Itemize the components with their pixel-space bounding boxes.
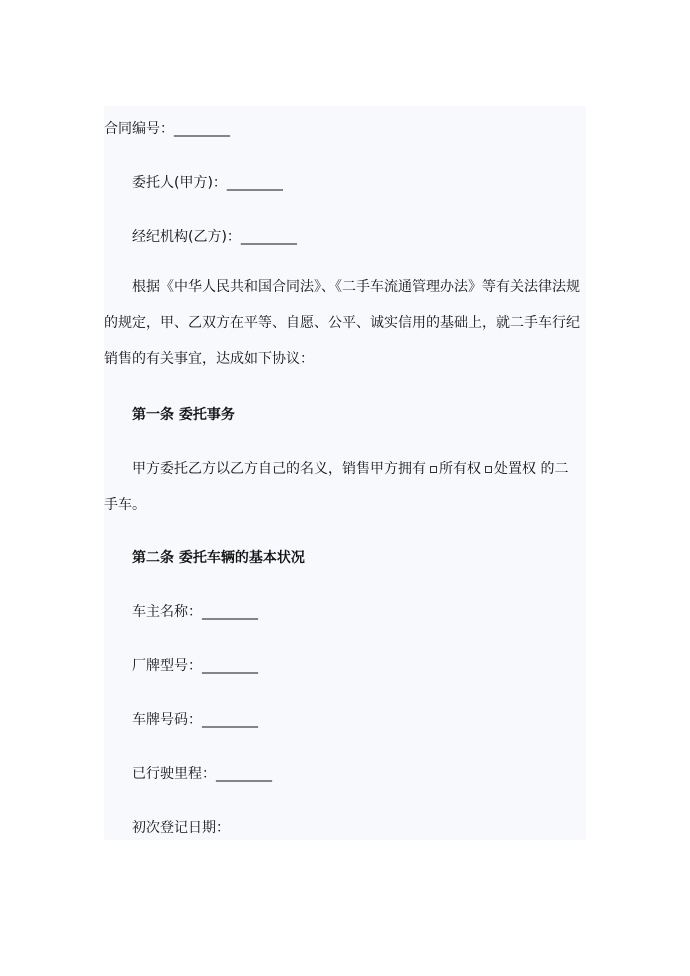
owner-name: 车主名称：________ bbox=[132, 604, 258, 620]
client-party: 委托人(甲方)：________ bbox=[132, 175, 283, 191]
ownership-option: 所有权 bbox=[439, 461, 481, 477]
article1-heading: 第一条 委托事务 bbox=[132, 407, 235, 423]
agency-party: 经纪机构(乙方)：________ bbox=[132, 229, 297, 245]
intro-paragraph bbox=[104, 269, 582, 377]
disposal-checkbox[interactable] bbox=[485, 466, 492, 473]
article1-paragraph bbox=[104, 451, 582, 523]
vehicle-model: 厂牌型号：________ bbox=[132, 658, 258, 674]
contract-number: 合同编号：________ bbox=[104, 121, 230, 137]
document-page bbox=[104, 106, 586, 840]
article1-text-after: 的二手车。 bbox=[104, 461, 569, 513]
ownership-checkbox[interactable] bbox=[430, 466, 437, 473]
article2-heading: 第二条 委托车辆的基本状况 bbox=[132, 550, 305, 566]
article1-text-before: 甲方委托乙方以乙方自己的名义，销售甲方拥有 bbox=[132, 461, 426, 477]
intro-text: 根据《中华人民共和国合同法》、《二手车流通管理办法》等有关法律法规的规定，甲、乙双方在平等、自愿、公平、诚实信用的基础上，就二手车行纪销售的有关事宜，达成如下协议： bbox=[104, 279, 580, 367]
plate-number: 车牌号码：________ bbox=[132, 712, 258, 728]
mileage: 已行驶里程：________ bbox=[132, 766, 272, 782]
disposal-option: 处置权 bbox=[494, 461, 536, 477]
registration-date: 初次登记日期： bbox=[132, 820, 230, 836]
